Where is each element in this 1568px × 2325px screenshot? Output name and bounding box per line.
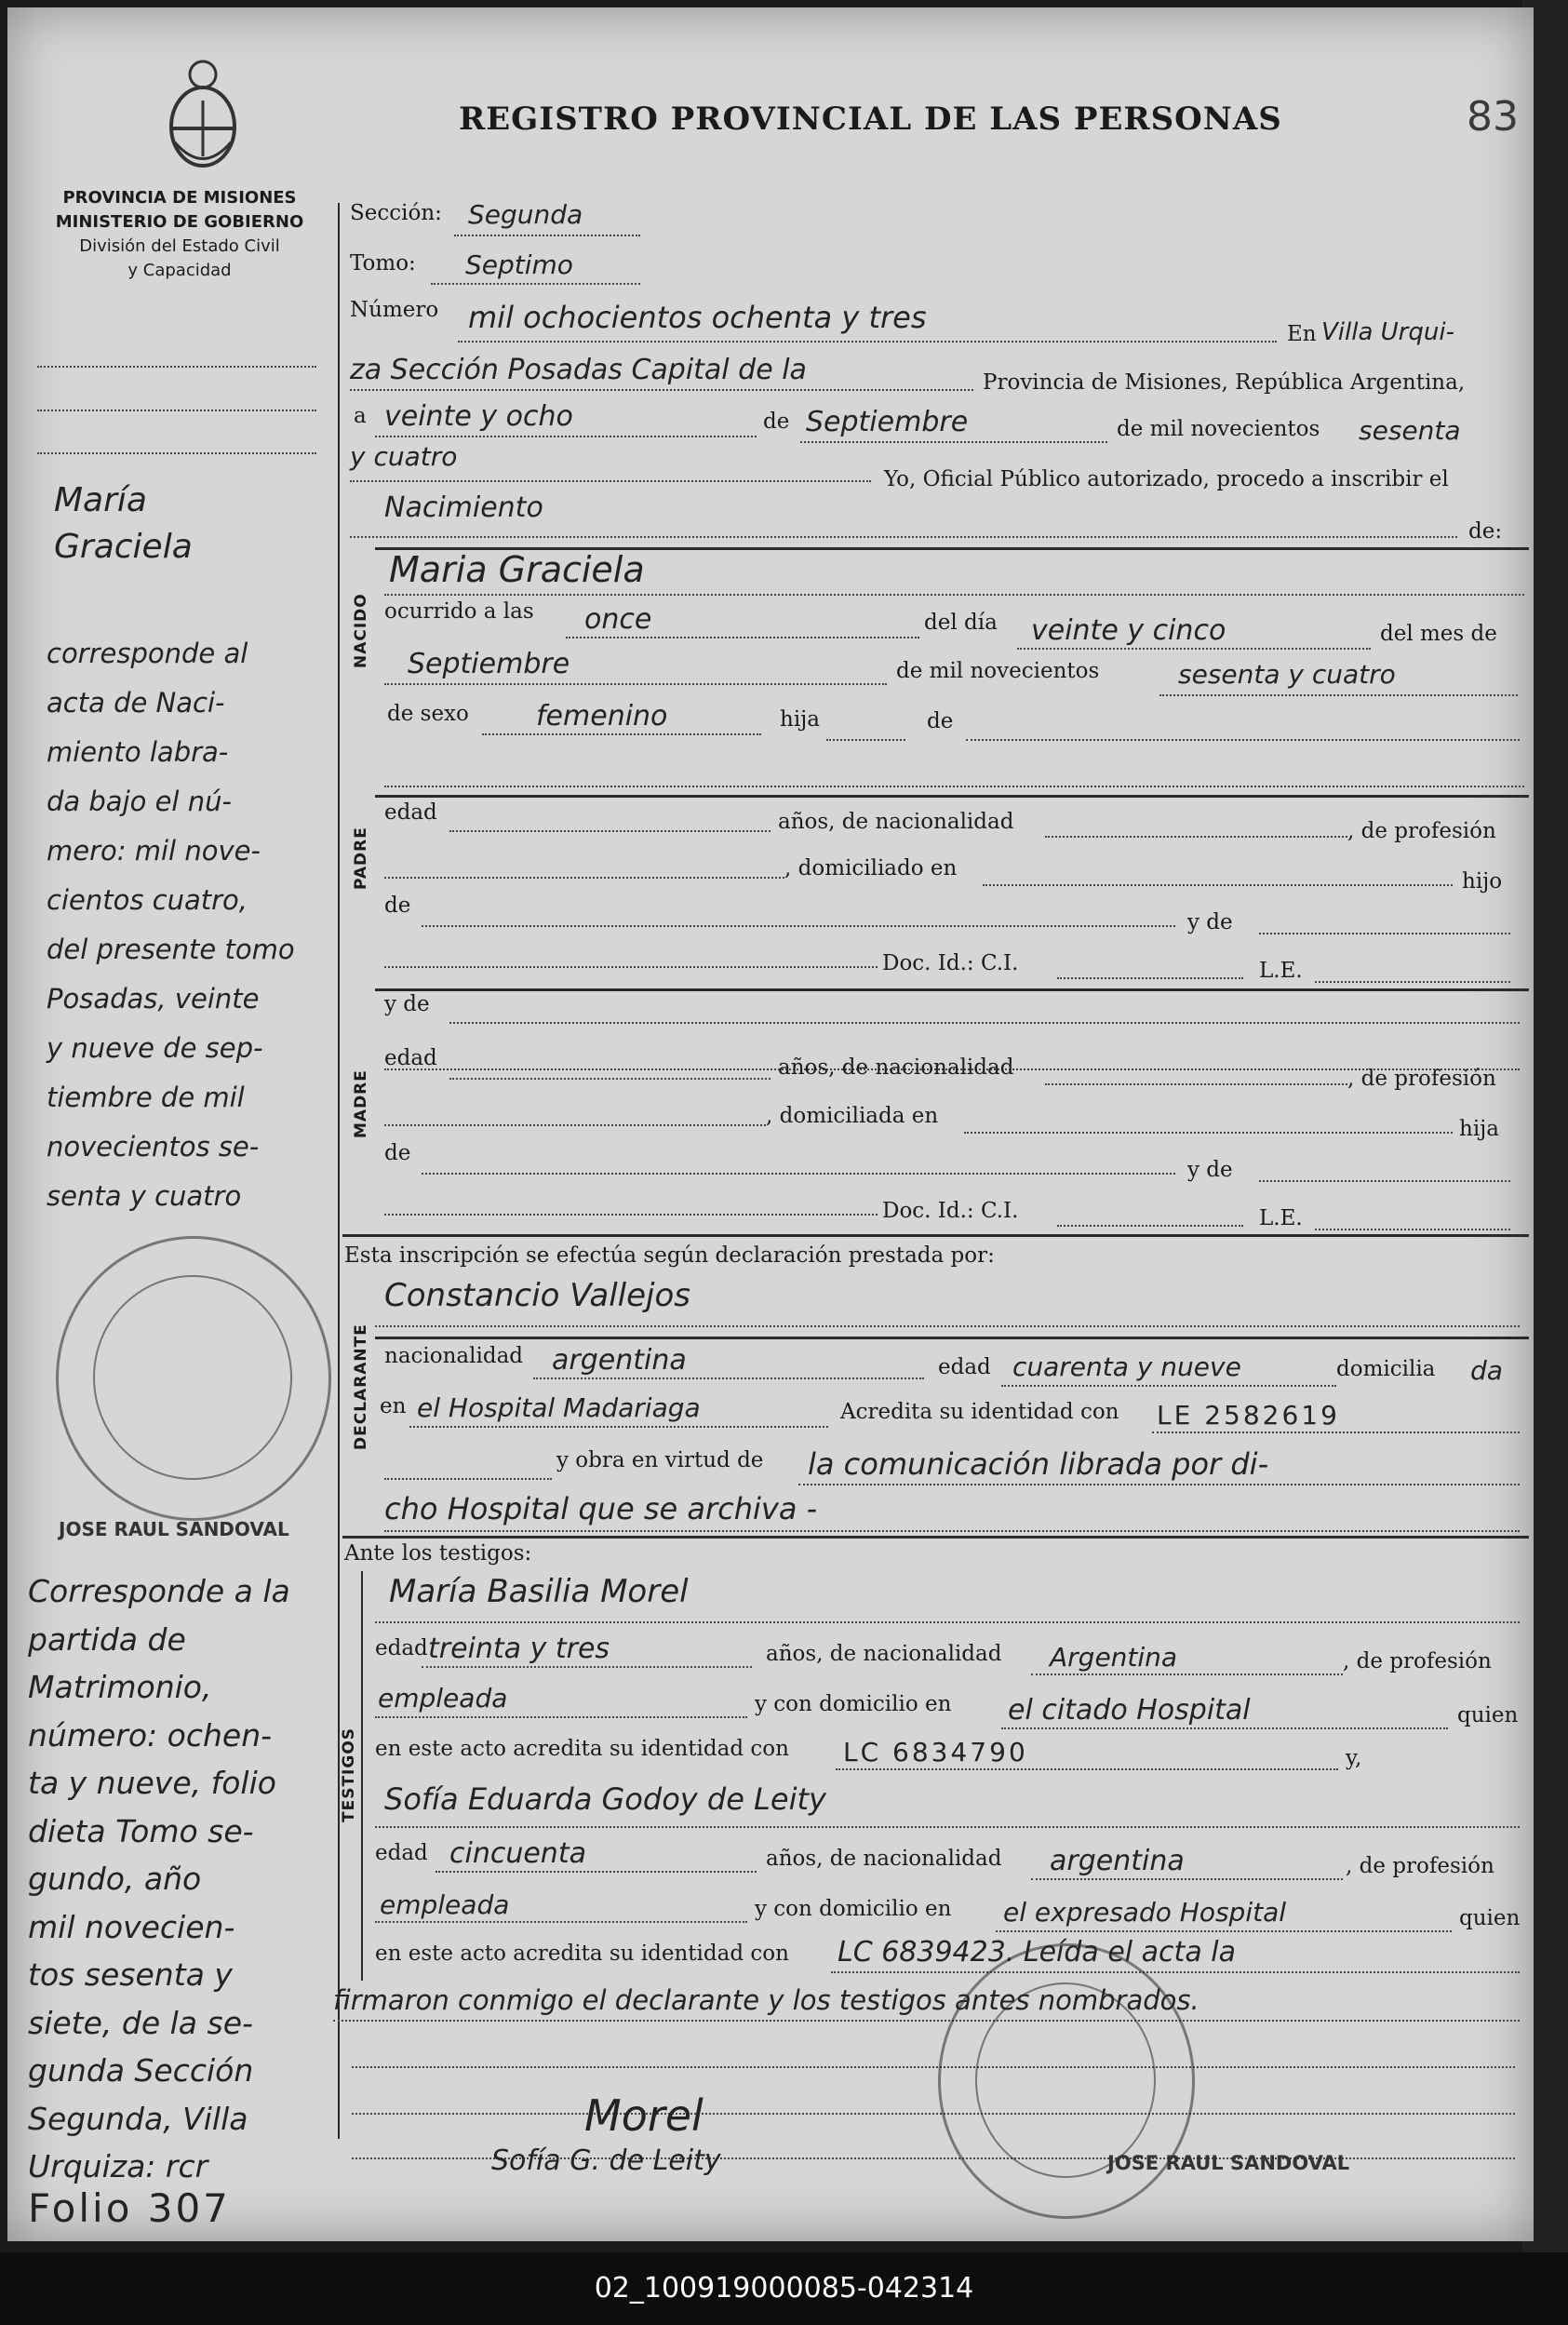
seccion-label: Sección: [350,201,442,225]
en-label: En [1287,322,1317,346]
field-line [1159,694,1518,696]
margin-note-line: María [54,481,147,519]
nacido-anio-value: sesenta y cuatro [1178,659,1396,690]
field-line [1001,1727,1448,1729]
nacido-nombre: Maria Graciela [389,549,645,590]
margin-note-line: tos sesenta y [28,1956,233,1993]
margin-note-line: acta de Naci- [47,687,225,719]
yde-label: y de [384,992,430,1016]
margin-note-line: Segunda, Villa [28,2100,248,2137]
provincia-label: Provincia de Misiones, República Argentina, [983,370,1466,395]
office-line: PROVINCIA DE MISIONES [62,188,297,208]
margin-note-line: Posadas, veinte [47,983,260,1015]
domiciliado-label: , domiciliado en [784,856,958,880]
sexo-value: femenino [536,700,668,732]
field-line [422,1666,752,1668]
margin-note-line: Matrimonio, [28,1669,212,1705]
field-line [384,966,878,968]
quien-label: quien [1457,1703,1519,1727]
field-line [1045,836,1347,838]
margin-note-line: cientos cuatro, [47,884,248,916]
field-line [1315,1229,1510,1230]
field-line [533,1378,924,1379]
margin-note-line: mero: mil nove- [47,835,261,867]
acta-cierre: firmaron conmigo el declarante y los testigos antes nombrados. [333,1984,1199,2016]
yde-label: y de [1187,910,1233,934]
declarante-nombre: Constancio Vallejos [384,1277,690,1314]
margin-note-line: Urquiza: rcr [28,2148,208,2184]
field-line [375,436,757,437]
testigo-1-nombre: María Basilia Morel [389,1573,689,1610]
margin-note-line: gundo, año [28,1861,202,1897]
field-line [1001,1385,1336,1387]
declarante-label: DECLARANTE [352,1324,370,1450]
field-line [350,480,871,482]
stamp-name: JOSE RAUL SANDOVAL [1107,2152,1350,2174]
edad-label: edad [384,800,437,825]
testigo-1-doc: LC 6834790 [843,1737,1028,1767]
field-line [384,1124,766,1126]
signature-secondary: Sofía G. de Leity [491,2144,721,2177]
anios-label: años, de nacionalidad [778,810,1014,834]
signature-line [352,2066,1515,2068]
field-line [384,1530,1520,1532]
declarante-nacionalidad: argentina [552,1344,687,1377]
oficial-label: Yo, Oficial Público autorizado, procedo a inscribir el [884,467,1449,491]
edad-label: edad [375,1636,428,1660]
obra-label: y obra en virtud de [556,1448,764,1472]
tipo-inscripcion: Nacimiento [384,491,543,524]
profesion-label: , de profesión [1347,819,1496,843]
section-rule [375,988,1529,991]
declarante-virtud-1: la comunicación librada por di- [808,1446,1269,1482]
margin-divider [338,203,340,2139]
field-line [1152,1431,1520,1433]
signature-line [352,2113,1515,2115]
margin-line [37,452,316,454]
declarante-virtud-2: cho Hospital que se archiva - [384,1491,818,1526]
field-line [1045,1083,1347,1085]
declarante-domicilio-1: da [1470,1355,1503,1386]
page-number: 83 [1467,93,1519,141]
mes-label: del mes de [1380,622,1497,646]
field-line [436,1871,757,1873]
declarante-documento: LE 2582619 [1157,1400,1340,1431]
de-label: de [927,709,954,733]
image-id-footer: 02_100919000085-042314 [0,2252,1568,2325]
field-line [422,1173,1175,1175]
anio-value: sesenta [1359,415,1461,446]
mes-value: Septiembre [806,406,969,438]
domicilio-label: y con domicilio en [755,1692,952,1716]
margin-note-line: da bajo el nú- [47,786,232,817]
field-line [1259,1180,1510,1182]
field-line [375,1621,1520,1623]
testigo-2-edad: cincuenta [449,1837,586,1870]
registry-stamp-inner [93,1275,292,1480]
testigo-1-domicilio: el citado Hospital [1008,1694,1251,1727]
section-rule-vertical [361,1571,363,1981]
field-line [996,1930,1452,1932]
field-line [409,1426,828,1428]
mil-label: de mil novecientos [1117,417,1320,441]
doc-label: Doc. Id.: C.I. [882,951,1019,975]
testigo-1-nacionalidad: Argentina [1050,1642,1178,1673]
folio-number: Folio 307 [28,2185,231,2231]
testigo-1-edad: treinta y tres [428,1633,610,1665]
acredita-label: Acredita su identidad con [840,1400,1119,1424]
margin-note-line: ta y nueve, folio [28,1765,276,1801]
en-value: Villa Urqui- [1321,318,1454,346]
de-label: de [384,1141,411,1165]
field-line [1031,1673,1343,1675]
dia-value: veinte y cinco [1031,614,1226,647]
profesion-label: , de profesión [1343,1649,1492,1673]
nacido-mes-value: Septiembre [408,648,570,680]
margin-note-line: del presente tomo [47,934,295,965]
field-line [458,341,1277,343]
field-line [1057,977,1243,979]
field-line [798,1484,1520,1485]
margin-note-2 [28,1567,290,2191]
edad-label: edad [938,1355,991,1379]
ocurrido-label: ocurrido a las [384,599,534,624]
de-label: de [763,410,790,434]
field-line [1057,1225,1243,1227]
hija-label: hija [780,707,821,732]
field-line [449,830,771,832]
field-line [983,884,1453,886]
field-line [1259,933,1510,934]
field-line [422,925,1175,927]
margin-note-line: senta y cuatro [47,1180,242,1212]
section-rule [342,1536,1529,1539]
field-line [449,1078,771,1080]
issuing-office [26,186,333,283]
hora-value: once [584,603,652,636]
margin-note-name [54,477,193,571]
field-line [1315,981,1510,983]
field-line [800,441,1107,443]
acredita-label: en este acto acredita su identidad con [375,1737,789,1761]
sexo-label: de sexo [387,702,469,726]
testigo-2-nacionalidad: argentina [1050,1845,1185,1877]
margin-note-1 [47,629,295,1221]
margin-note-line: siete, de la se- [28,2004,253,2041]
margin-note-line: novecientos se- [47,1131,260,1162]
numero-label: Número [350,298,439,322]
numero-value: mil ochocientos ochenta y tres [468,300,927,335]
en-label: en [380,1394,407,1418]
margin-note-line: tiembre de mil [47,1082,245,1113]
hija-label: hija [1459,1117,1500,1141]
anios-label: años, de nacionalidad [766,1847,1002,1871]
office-line: División del Estado Civil [79,236,280,256]
field-line [375,1716,747,1718]
page-title: REGISTRO PROVINCIAL DE LAS PERSONAS [459,101,1282,138]
section-rule [375,795,1529,798]
field-line [384,594,1524,596]
dia-label: del día [924,611,998,635]
acredita-label: en este acto acredita su identidad con [375,1942,789,1966]
mil-label: de mil novecientos [896,659,1100,683]
testigo-2-doc: LC 6839423. Leída el acta la [838,1936,1236,1969]
margin-note-line: número: ochen- [28,1716,273,1754]
testigos-label: TESTIGOS [340,1727,358,1822]
profesion-label: , de profesión [1347,1067,1496,1091]
margin-note-line: miento labra- [47,736,229,768]
nacido-label: NACIDO [352,593,370,668]
field-line [375,1826,1520,1828]
a-value: veinte y ocho [384,400,573,433]
a-label: a [354,404,367,428]
lugar-value: za Sección Posadas Capital de la [350,354,807,386]
anios-label: años, de nacionalidad [766,1642,1002,1666]
field-line [454,235,640,236]
hijo-label: hijo [1462,869,1503,894]
margin-note-line: dieta Tomo se- [28,1812,254,1849]
madre-label: MADRE [352,1069,370,1138]
tomo-label: Tomo: [350,251,416,276]
padre-label: PADRE [352,827,370,890]
field-line [566,637,919,638]
field-line [375,1325,1520,1327]
declarante-intro: Esta inscripción se efectúa según declaración prestada por: [344,1243,995,1268]
field-line [1017,648,1371,650]
le-label: L.E. [1259,959,1303,983]
signature: Morel [584,2090,704,2141]
domicilio-label: y con domicilio en [755,1897,952,1921]
nacionalidad-label: nacionalidad [384,1344,524,1368]
de-label: de: [1468,519,1503,544]
yde-label: y de [1187,1158,1233,1182]
declarante-domicilio-2: el Hospital Madariaga [417,1392,701,1423]
anio-continuation: y cuatro [350,441,458,472]
section-rule [342,1234,1529,1237]
office-line: y Capacidad [127,261,232,280]
field-line [831,1971,1520,1973]
field-line [449,1022,1520,1024]
le-label: L.E. [1259,1206,1303,1230]
de-label: de [384,894,411,918]
field-line [384,877,784,879]
margin-note-line: y nueve de sep- [47,1032,263,1064]
stamp-name: JOSE RAUL SANDOVAL [59,1518,289,1540]
coat-of-arms-icon [156,54,249,175]
edad-label: edad [384,1046,437,1070]
testigo-1-profesion: empleada [378,1683,508,1714]
testigo-2-profesion: empleada [380,1889,510,1920]
field-line [384,1478,552,1480]
declarante-edad: cuarenta y nueve [1012,1351,1241,1382]
seccion-value: Segunda [468,199,583,230]
y-label: y, [1346,1746,1362,1770]
anios-label: años, de nacionalidad [778,1055,1014,1080]
tomo-value: Septimo [465,249,573,280]
doc-label: Doc. Id.: C.I. [882,1199,1019,1223]
field-line [350,536,1457,538]
field-line [350,389,973,391]
profesion-label: , de profesión [1346,1854,1494,1878]
field-line [384,1214,878,1216]
field-line [482,733,761,735]
field-line [964,1132,1453,1134]
margin-note-line: gunda Sección [28,2052,254,2089]
section-rule [375,1337,1529,1339]
margin-note-line: corresponde al [47,638,248,669]
field-line [333,2020,1520,2022]
registry-stamp-inner [975,1982,1156,2178]
testigos-intro: Ante los testigos: [344,1541,532,1566]
margin-line [37,366,316,368]
field-line [431,283,640,285]
field-line [384,683,887,685]
margin-note-line: partida de [28,1620,186,1658]
field-line [966,739,1520,741]
testigo-2-nombre: Sofía Eduarda Godoy de Leity [384,1781,826,1817]
margin-note-line: Corresponde a la [28,1573,290,1609]
domicilia-label: domicilia [1336,1357,1436,1381]
margin-note-line: Graciela [54,528,193,566]
civil-registry-page [7,7,1534,2241]
field-line [1031,1878,1343,1880]
testigo-2-domicilio: el expresado Hospital [1003,1897,1287,1928]
field-line [826,739,905,741]
quien-label: quien [1459,1906,1521,1930]
field-line [384,786,1524,787]
field-line [836,1768,1338,1770]
domiciliada-label: , domiciliada en [766,1104,939,1128]
office-line: MINISTERIO DE GOBIERNO [55,212,304,232]
edad-label: edad [375,1841,428,1865]
field-line [375,1921,747,1923]
margin-note-line: mil novecien- [28,1908,235,1945]
margin-line [37,410,316,411]
